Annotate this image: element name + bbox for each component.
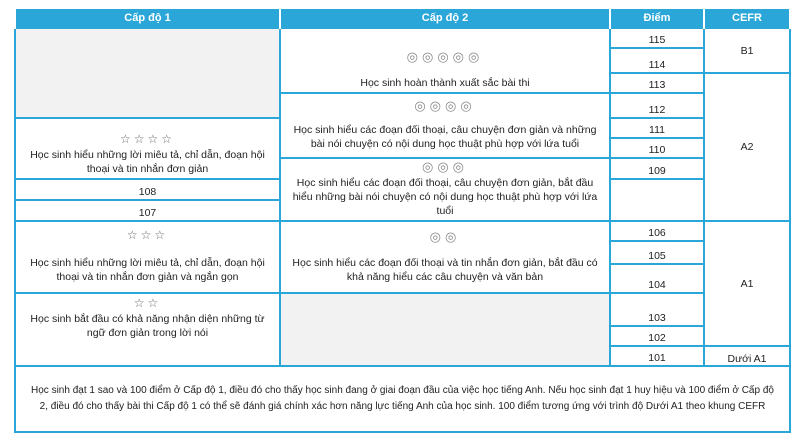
star-icons-2: ☆☆ [133,296,162,310]
cefr-a1: A1 [704,221,790,346]
header-level2: Cấp độ 2 [280,9,610,29]
score-106: 106 [610,221,704,241]
level1-cell-3-stars [15,221,280,293]
score-103: 103 [610,293,704,326]
footnote: Học sinh đạt 1 sao và 100 điểm ở Cấp độ 1, điều đó cho thấy học sinh đang ở giai đoạn đầu của việc học tiếng Anh. Nếu học sinh đạt 1 huy hiệu và 100 điểm ở Cấp độ 2, điều đó cho thấy bài thi Cấp độ 1 có thể sẽ đánh giá chính xác hơn năng lực tiếng Anh của học sinh. 100 điểm tương ứng với trình độ Dưới A1 theo khung CEFR [15,366,790,432]
table-row [15,221,790,241]
level1-cell-2-stars [15,293,280,366]
score-101: 101 [610,346,704,366]
level1-desc-3: Học sinh hiểu những lời miêu tả, chỉ dẫn, đoạn hội thoại và tin nhắn đơn giản và ngắn gọn [30,257,265,283]
medal-icons-2: ◎◎ [429,228,461,244]
level2-cell-3-medals [280,158,610,221]
score-107: 107 [15,200,280,221]
score-104: 104 [610,264,704,293]
score-111: 111 [610,118,704,138]
level2-cell-5-medals [280,28,610,93]
score-113: 113 [610,73,704,93]
star-icons-3: ☆☆☆ [126,228,169,242]
level2-desc-3: Học sinh hiểu các đoạn đối thoại, câu chuyện đơn giản, bắt đầu hiểu những bài nói chuyện có nội dung học thuật phù hợp với lứa tuổi [292,177,598,217]
cefr-below-a1: Dưới A1 [704,346,790,366]
score-102: 102 [610,326,704,346]
table-row [15,28,790,48]
table-row [15,293,790,326]
level2-empty-bottom [280,293,610,366]
score-105: 105 [610,241,704,264]
level2-desc-5: Học sinh hoàn thành xuất sắc bài thi [360,77,530,89]
note-row [15,366,790,432]
level1-desc-2: Học sinh bắt đầu có khả năng nhận diện những từ ngữ đơn giản trong lời nói [30,313,265,339]
medal-icons-4: ◎◎◎◎ [414,98,476,113]
score-table [14,8,791,433]
medal-icons-5: ◎◎◎◎◎ [406,49,484,64]
score-110: 110 [610,138,704,158]
header-score: Điểm [610,9,704,29]
level2-desc-2: Học sinh hiểu các đoạn đối thoại và tin nhắn đơn giản, bắt đầu có khả năng hiểu các câu chuyện và văn bản [292,256,598,283]
star-icons-4: ☆☆☆☆ [119,132,176,146]
level1-cell-4-stars [15,118,280,179]
header-row [15,9,790,29]
medal-icons-3: ◎◎◎ [421,159,469,174]
header-cefr: CEFR [704,9,790,29]
score-109: 109 [610,158,704,179]
level2-cell-4-medals [280,93,610,158]
score-115: 115 [610,28,704,48]
level2-cell-2-medals [280,221,610,293]
cefr-a2: A2 [704,73,790,221]
cefr-b1: B1 [704,28,790,73]
level1-empty-top [15,28,280,118]
score-112: 112 [610,93,704,118]
level1-desc-4: Học sinh hiểu những lời miêu tả, chỉ dẫn, đoạn hội thoại và tin nhắn đơn giản [30,149,265,175]
score-108: 108 [15,179,280,200]
header-level1: Cấp độ 1 [15,9,280,29]
level2-desc-4: Học sinh hiểu các đoạn đối thoại, câu chuyện đơn giản và những bài nói chuyện có nội dung học thuật phù hợp với lứa tuổi [293,124,597,150]
score-114: 114 [610,48,704,73]
